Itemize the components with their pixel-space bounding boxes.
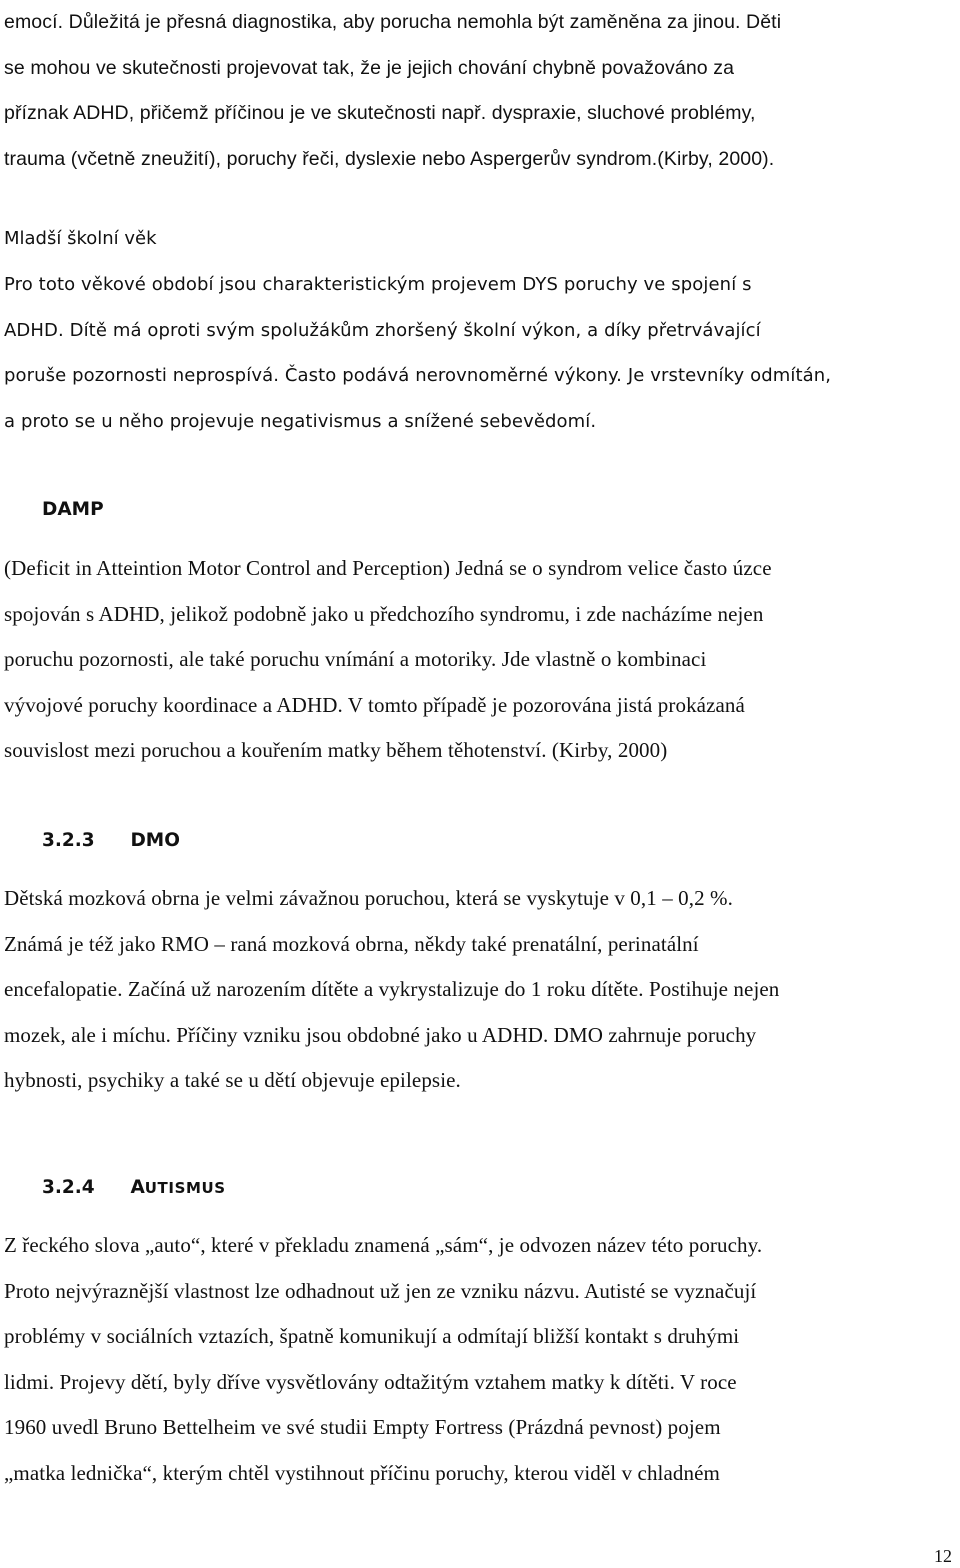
section-number: 3.2.3: [42, 830, 95, 851]
paragraph-line: lidmi. Projevy dětí, byly dříve vysvětlovány odtažitým vztahem matky k dítěti. V roce: [4, 1369, 737, 1394]
section-heading-dmo: [42, 829, 180, 853]
paragraph-line: 1960 uvedl Bruno Bettelheim ve své studii Empty Fortress (Prázdná pevnost) pojem: [4, 1415, 721, 1439]
paragraph-line: hybnosti, psychiky a také se u dětí objevuje epilepsie.: [4, 1068, 461, 1092]
paragraph-line: Známá je též jako RMO – raná mozková obrna, někdy také prenatální, perinatální: [4, 931, 699, 956]
paragraph-autism: [4, 1223, 954, 1496]
section-title-damp: DAMP: [42, 499, 104, 520]
section-heading-autism: [42, 1176, 226, 1200]
section-title-first-letter: A: [130, 1177, 145, 1198]
paragraph-line: (Deficit in Atteintion Motor Control and Perception) Jedná se o syndrom velice často úzce: [4, 556, 772, 580]
paragraph-line: vývojové poruchy koordinace a ADHD. V tomto případě je pozorována jistá prokázaná: [4, 692, 745, 717]
paragraph-line: Dětská mozková obrna je velmi závažnou poruchou, která se vyskytuje v 0,1 – 0,2 %.: [4, 886, 733, 910]
paragraph-line: poruchu pozornosti, ale také poruchu vnímání a motoriky. Jde vlastně o kombinaci: [4, 647, 707, 671]
section-title-young-school-age: Mladší školní věk: [4, 228, 157, 249]
paragraph-line: ADHD. Dítě má oproti svým spolužákům zhoršený školní výkon, a díky přetrvávající: [4, 319, 761, 341]
paragraph-line: Proto nejvýraznější vlastnost lze odhadnout už jen ze vzniku názvu. Autisté se vyznačují: [4, 1278, 757, 1303]
section-title-rest: UTISMUS: [144, 1179, 226, 1197]
paragraph-dmo: [4, 876, 954, 1104]
paragraph-line: trauma (včetně zneužití), poruchy řeči, dyslexie nebo Aspergerův syndrom.(Kirby, 2000).: [4, 147, 775, 170]
paragraph-top: [4, 0, 954, 182]
paragraph-line: Z řeckého slova „auto“, které v překladu znamená „sám“, je odvozen název této poruchy.: [4, 1233, 763, 1257]
paragraph-line: a proto se u něho projevuje negativismus a snížené sebevědomí.: [4, 410, 597, 432]
paragraph-line: spojován s ADHD, jelikož podobně jako u předchozího syndromu, i zde nacházíme nejen: [4, 601, 764, 626]
paragraph-line: souvislost mezi poruchou a kouřením matky během těhotenství. (Kirby, 2000): [4, 738, 668, 762]
paragraph-damp: [4, 546, 954, 774]
paragraph-line: příznak ADHD, přičemž příčinou je ve skutečnosti např. dyspraxie, sluchové problémy,: [4, 102, 756, 124]
page-number: 12: [934, 1546, 952, 1566]
paragraph-line: emocí. Důležitá je přesná diagnostika, aby porucha nemohla být zaměněna za jinou. Děti: [4, 11, 782, 33]
paragraph-line: poruše pozornosti neprospívá. Často podává nerovnoměrné výkony. Je vrstevníky odmítán,: [4, 365, 832, 386]
paragraph-line: se mohou ve skutečnosti projevovat tak, že je jejich chování chybně považováno za: [4, 56, 735, 79]
paragraph-line: problémy v sociálních vztazích, špatně komunikují a odmítají bližší kontakt s druhými: [4, 1324, 740, 1348]
paragraph-young-school-age: [4, 262, 954, 444]
section-number: 3.2.4: [42, 1177, 95, 1198]
paragraph-line: Pro toto věkové období jsou charakteristickým projevem DYS poruchy ve spojení s: [4, 274, 752, 295]
paragraph-line: „matka lednička“, kterým chtěl vystihnout příčinu poruchy, kterou viděl v chladném: [4, 1460, 720, 1485]
section-title: DMO: [130, 830, 180, 851]
paragraph-line: encefalopatie. Začíná už narozením dítěte a vykrystalizuje do 1 roku dítěte. Postihuje nejen: [4, 977, 780, 1001]
paragraph-line: mozek, ale i míchu. Příčiny vzniku jsou obdobné jako u ADHD. DMO zahrnuje poruchy: [4, 1022, 757, 1047]
